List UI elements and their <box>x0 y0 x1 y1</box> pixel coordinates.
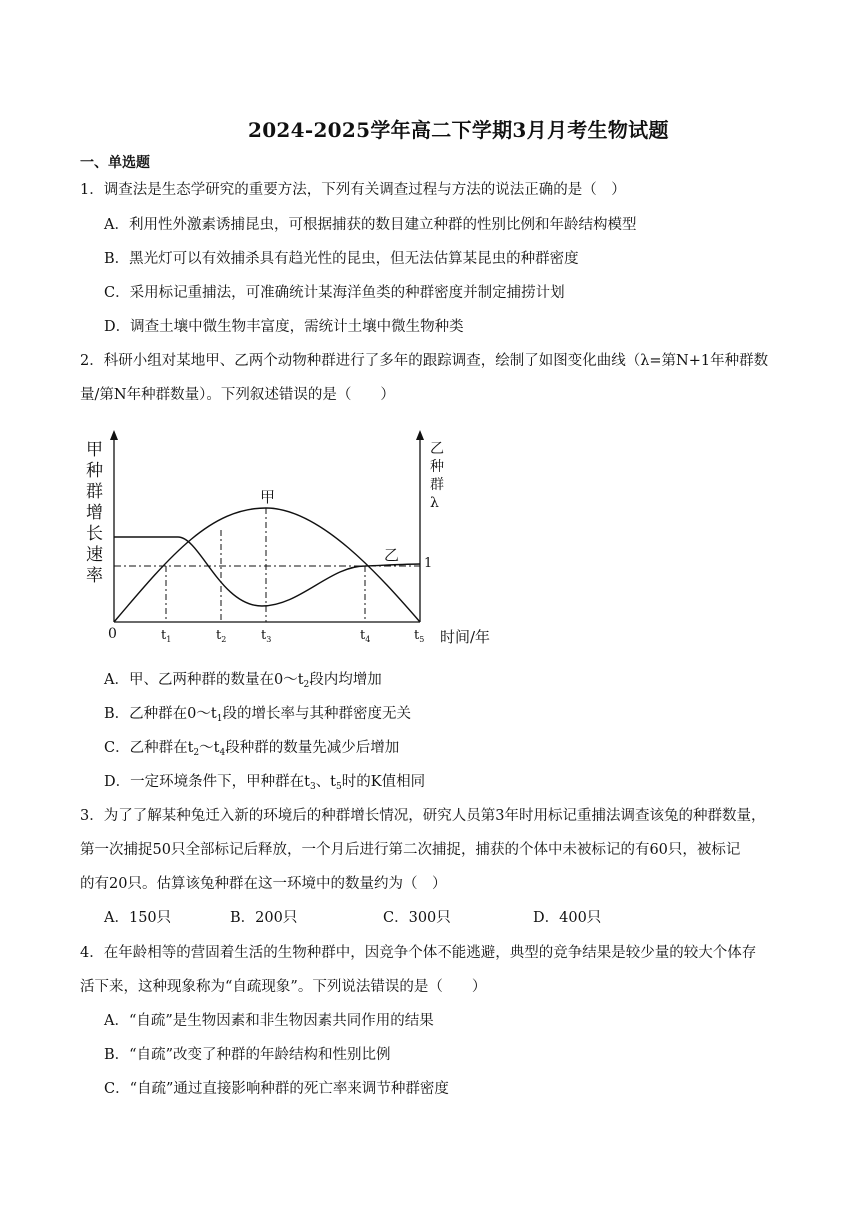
q3-stem-line2: 第一次捕捉50只全部标记后释放，一个月后进行第二次捕捉，捕获的个体中未被标记的有60只，被标记 <box>80 842 741 858</box>
page-title: 2024-2025学年高二下学期3月月考生物试题 <box>248 118 669 142</box>
q3-stem-line1: 3．为了了解某种兔迁入新的环境后的种群增长情况，研究人员第3年时用标记重捕法调查该兔的种群数量， <box>80 808 766 824</box>
q1-option-a: A．利用性外激素诱捕昆虫，可根据捕获的数目建立种群的性别比例和年龄结构模型 <box>104 217 637 233</box>
curve-jia-label: 甲 <box>260 488 276 506</box>
q1-option-c: C．采用标记重捕法，可准确统计某海洋鱼类的种群密度并制定捕捞计划 <box>104 285 565 301</box>
q4-option-b: B．“自疏”改变了种群的年龄结构和性别比例 <box>104 1047 391 1063</box>
right-axis-label: 乙种群λ <box>430 441 444 511</box>
q3-option-d: D．400只 <box>533 910 602 926</box>
curve-yi-label: 乙 <box>384 546 400 564</box>
q2-option-c: C．乙种群在$t_2\sim t_4$段种群的数量先减少后增加 <box>104 740 400 758</box>
q3-option-a: A．150只 <box>104 910 172 926</box>
q1-option-d: D．调查土壤中微生物丰富度，需统计土壤中微生物种类 <box>104 319 464 335</box>
q2-stem-line2: 量/第N年种群数量）。下列叙述错误的是（ ） <box>80 387 395 403</box>
q3-stem-line3: 的有20只。估算该兔种群在这一环境中的数量约为（ ） <box>80 876 447 892</box>
lambda-one-tick: 1 <box>424 556 433 571</box>
right-y-axis-arrow <box>416 430 424 440</box>
t1-tick-label: $t_1$ <box>161 628 172 644</box>
q2-option-d: D．一定环境条件下，甲种群在$t_3$、$t_5$时的K值相同 <box>104 774 426 792</box>
q2-stem-line1: 2．科研小组对某地甲、乙两个动物种群进行了多年的跟踪调查，绘制了如图变化曲线（λ=第N+1年种群数 <box>80 353 769 369</box>
q1-option-b: B．黑光灯可以有效捕杀具有趋光性的昆虫，但无法估算某昆虫的种群密度 <box>104 251 579 267</box>
q2-option-a: A．甲、乙两种群的数量在$0\sim t_2$段内均增加 <box>104 672 382 690</box>
origin-label: 0 <box>108 626 117 642</box>
x-axis-label: 时间/年 <box>440 628 491 646</box>
q4-option-c: C．“自疏”通过直接影响种群的死亡率来调节种群密度 <box>104 1081 449 1097</box>
q3-option-c: C．300只 <box>383 910 451 926</box>
q3-option-b: B．200只 <box>230 910 298 926</box>
left-axis-label: 甲种群增长速率 <box>86 440 103 586</box>
q4-option-a: A．“自疏”是生物因素和非生物因素共同作用的结果 <box>104 1013 434 1029</box>
t4-tick-label: $t_4$ <box>360 628 371 644</box>
left-y-axis-arrow <box>110 430 118 440</box>
t3-tick-label: $t_3$ <box>261 628 272 644</box>
q4-stem-line2: 活下来，这种现象称为“自疏现象”。下列说法错误的是（ ） <box>80 979 487 995</box>
q2-figure <box>80 426 510 654</box>
q1-stem: 1．调查法是生态学研究的重要方法，下列有关调查过程与方法的说法正确的是（ ） <box>80 182 626 198</box>
section-heading: 一、单选题 <box>80 155 150 171</box>
q4-stem-line1: 4．在年龄相等的营固着生活的生物种群中，因竞争个体不能逃避，典型的竞争结果是较少量的较大个体存 <box>80 945 757 961</box>
t2-tick-label: $t_2$ <box>216 628 227 644</box>
t5-tick-label: $t_5$ <box>414 628 425 644</box>
q2-option-b: B．乙种群在$0\sim t_1$段的增长率与其种群密度无关 <box>104 706 411 724</box>
